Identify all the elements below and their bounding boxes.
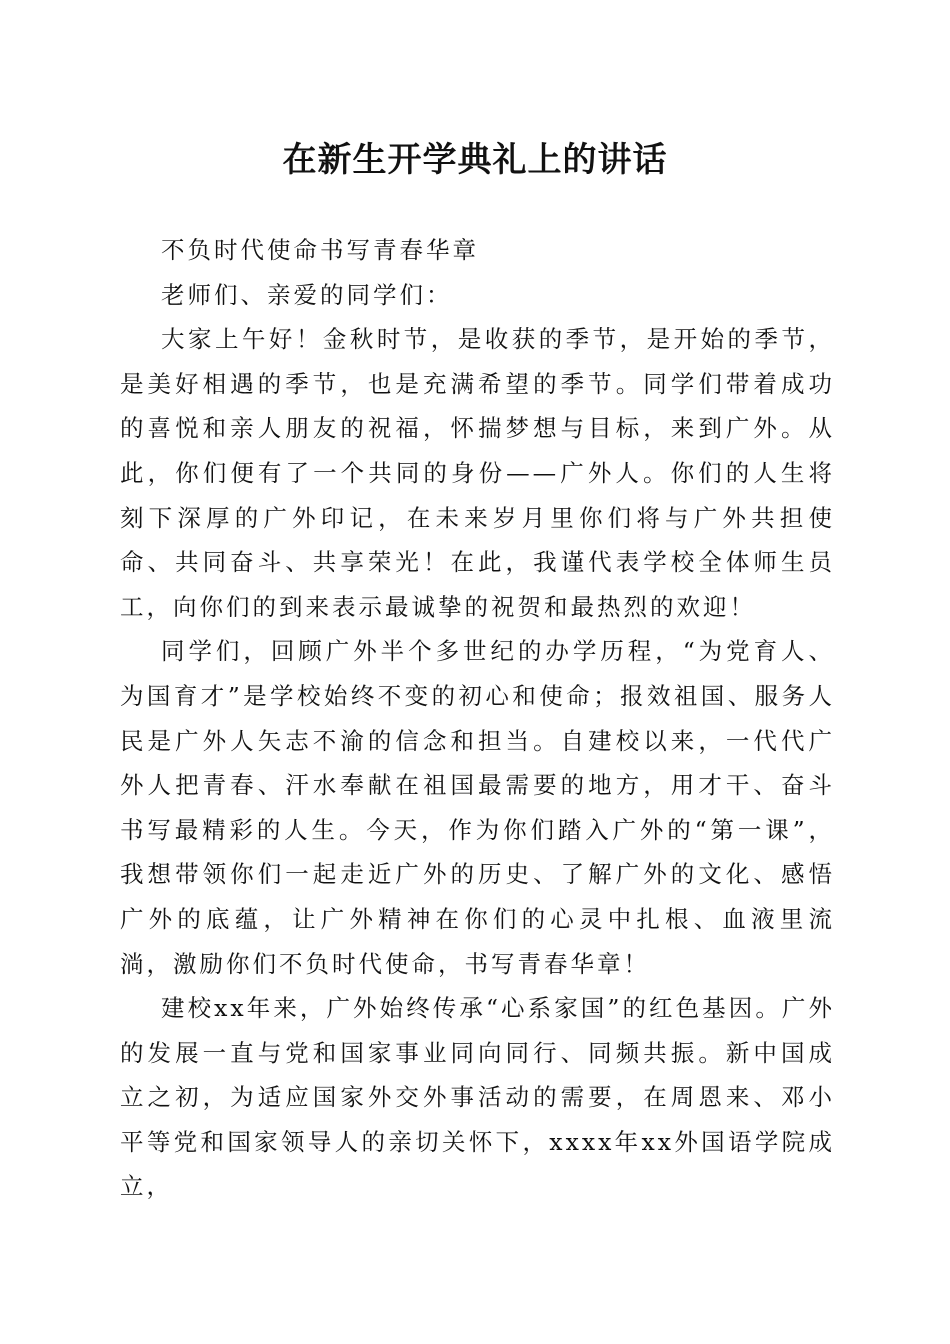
document-title: 在新生开学典礼上的讲话	[282, 140, 668, 180]
body-paragraph: 大家上午好！金秋时节，是收获的季节，是开始的季节，是美好相遇的季节，也是充满希望的季节。同学们带着成功的喜悦和亲人朋友的祝福，怀揣梦想与目标，来到广外。从此，你们便有了一个共同的身份——广外人。你们的人生将刻下深厚的广外印记，在未来岁月里你们将与广外共担使命、共同奋斗、共享荣光！在此，我谨代表学校全体师生员工，向你们的到来表示最诚挚的祝贺和最热烈的欢迎！	[120, 325, 835, 621]
body-paragraph: 建校xx年来，广外始终传承“心系家国”的红色基因。广外的发展一直与党和国家事业同向同行、同频共振。新中国成立之初，为适应国家外交外事活动的需要，在周恩来、邓小平等党和国家领导人的亲切关怀下，xxxx年xx外国语学院成立，	[120, 994, 835, 1201]
salutation-paragraph: 老师们、亲爱的同学们：	[161, 280, 453, 309]
subtitle-paragraph: 不负时代使命书写青春华章	[161, 236, 479, 264]
body-paragraph: 同学们，回顾广外半个多世纪的办学历程，“为党育人、为国育才”是学校始终不变的初心和使命；报效祖国、服务人民是广外人矢志不渝的信念和担当。自建校以来，一代代广外人把青春、汗水奉献在祖国最需要的地方，用才干、奋斗书写最精彩的人生。今天，作为你们踏入广外的“第一课”，我想带领你们一起走近广外的历史、了解广外的文化、感悟广外的底蕴，让广外精神在你们的心灵中扎根、血液里流淌，激励你们不负时代使命，书写青春华章！	[120, 637, 835, 978]
document-body	[120, 228, 835, 1209]
